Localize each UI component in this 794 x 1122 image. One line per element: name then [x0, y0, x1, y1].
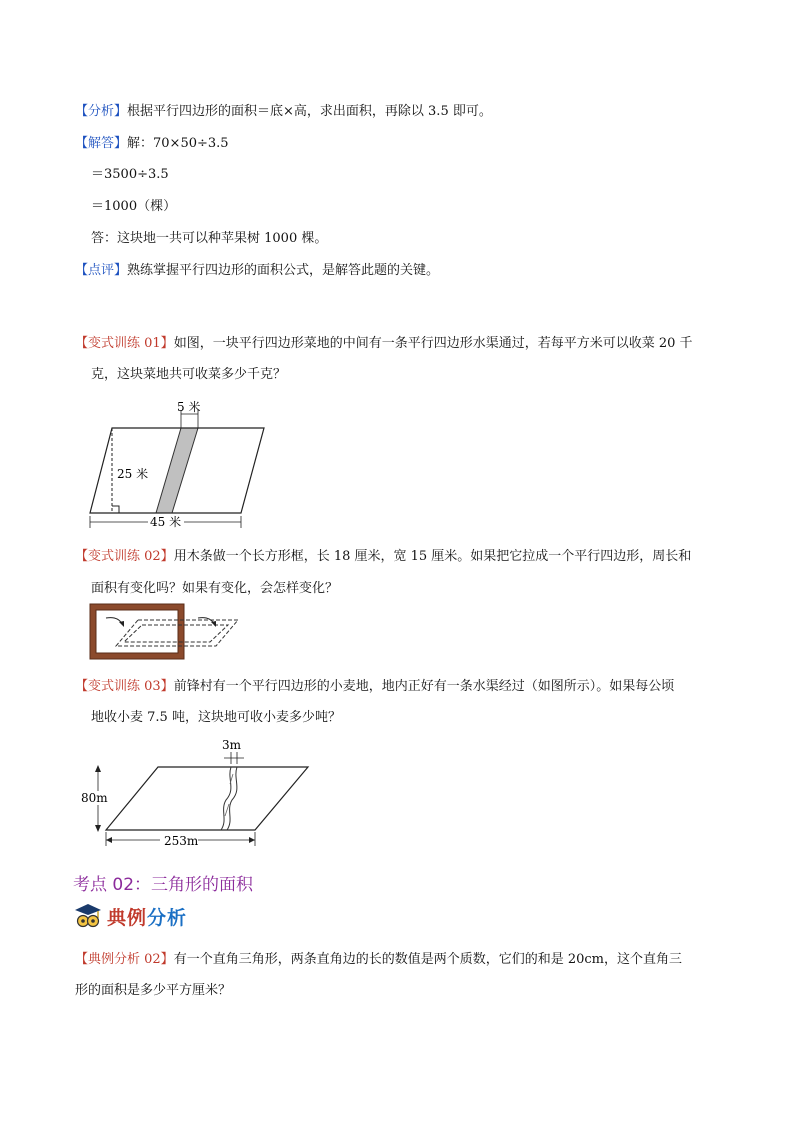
ex2-arrowhead-right — [211, 621, 216, 627]
ex2-arrow-right — [198, 618, 214, 624]
ex2-figure — [88, 602, 248, 664]
ex3-parallelogram — [106, 767, 308, 830]
comment-text: 熟练掌握平行四边形的面积公式，是解答此题的关键。 — [127, 263, 440, 278]
answer-line-4: 答：这块地一共可以种苹果树 1000 棵。 — [91, 231, 328, 246]
ex2-frame-inner — [96, 610, 178, 653]
ex4-text-1: 有一个直角三角形，两条直角边的长的数值是两个质数，它们的和是 20cm，这个直角三 — [173, 952, 682, 967]
ex3-height-arrow-bottom — [95, 825, 101, 832]
ex2-line-2: 面积有变化吗？如果有变化，会怎样变化？ — [91, 581, 339, 596]
student-icon — [73, 901, 103, 931]
comment-tag: 【点评】 — [75, 263, 128, 278]
ex3-line-2: 地收小麦 7.5 吨，这块地可收小麦多少吨？ — [91, 710, 341, 725]
ex1-figure — [86, 398, 268, 532]
ex1-canal — [156, 428, 198, 513]
ex3-tag: 【变式训练 03】 — [75, 679, 174, 694]
ex1-top-label: 5 米 — [177, 400, 201, 414]
ex3-base-arrow-r — [249, 837, 255, 843]
answer-line-3: ＝1000（棵） — [91, 199, 177, 214]
ex3-figure — [80, 734, 312, 850]
ex2-tag: 【变式训练 02】 — [75, 549, 174, 564]
ex1-base-label: 45 米 — [150, 515, 182, 529]
ex1-right-angle — [112, 506, 119, 513]
ex1-height-label: 25 米 — [117, 467, 149, 481]
ex3-line-1 — [75, 678, 674, 696]
analysis-text: 根据平行四边形的面积＝底×高，求出面积，再除以 3.5 即可。 — [127, 104, 492, 119]
banner-part1: 典例 — [107, 906, 148, 929]
answer-tag: 【解答】 — [75, 136, 128, 151]
comment-line — [75, 262, 439, 280]
example-banner — [73, 900, 187, 932]
ex3-top-label: 3m — [222, 738, 242, 752]
ex1-line-1 — [75, 335, 693, 353]
ex3-height-label: 80m — [81, 791, 108, 805]
answer-line-2: ＝3500÷3.5 — [91, 167, 169, 182]
ex1-line-2: 克，这块菜地共可收菜多少千克？ — [91, 367, 287, 382]
ex3-base-label: 253m — [164, 834, 199, 848]
ex4-line-1 — [75, 951, 682, 969]
banner-title — [107, 903, 187, 930]
ex3-height-arrow-top — [95, 765, 101, 772]
ex3-base-arrow-l — [106, 837, 112, 843]
ex2-line-1 — [75, 548, 691, 566]
ex4-line-2: 形的面积是多少平方厘米？ — [75, 983, 232, 998]
section-heading: 考点 02：三角形的面积 — [73, 875, 254, 895]
answer-text-1: 解：70×50÷3.5 — [127, 136, 229, 151]
analysis-tag: 【分析】 — [75, 104, 128, 119]
answer-line-1 — [75, 135, 229, 153]
ex2-text-1: 用木条做一个长方形框，长 18 厘米，宽 15 厘米。如果把它拉成一个平行四边形，周长和 — [173, 549, 692, 564]
analysis-line — [75, 103, 492, 121]
ex3-text-1: 前锋村有一个平行四边形的小麦地，地内正好有一条水渠经过（如图所示）。如果每公顷 — [173, 679, 675, 694]
ex4-tag: 【典例分析 02】 — [75, 952, 174, 967]
ex1-text-1: 如图，一块平行四边形菜地的中间有一条平行四边形水渠通过，若每平方米可以收菜 20 千 — [173, 336, 693, 351]
banner-part2: 分析 — [147, 906, 188, 929]
ex1-tag: 【变式训练 01】 — [75, 336, 174, 351]
